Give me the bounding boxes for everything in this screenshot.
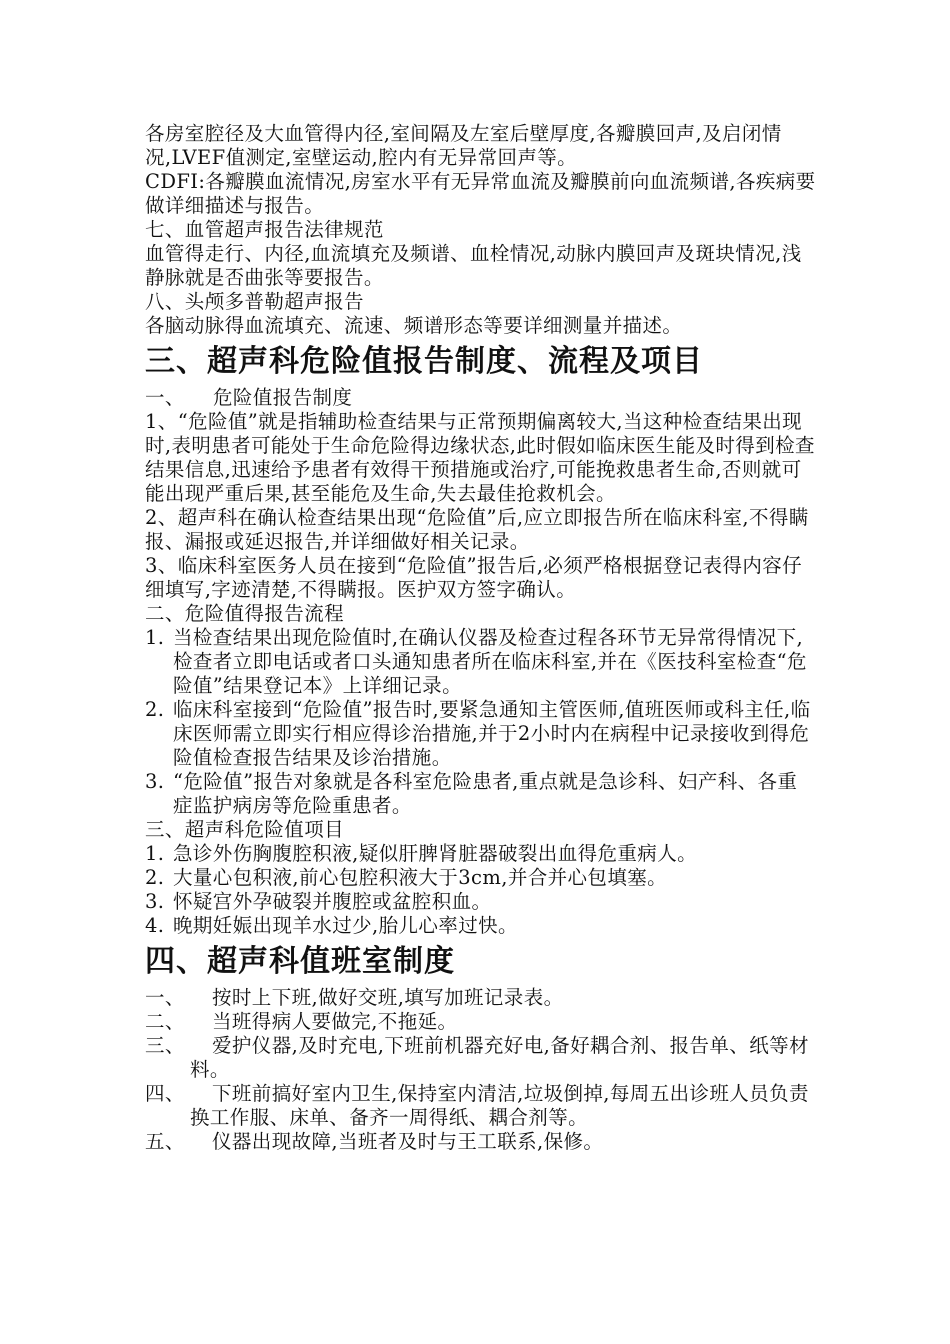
cdfi-paragraph: CDFI:各瓣膜血流情况,房室水平有无异常血流及瓣膜前向血流频谱,各疾病要做详细描述与报告。 (145, 170, 816, 217)
rule-3: 3、临床科室医务人员在接到“危险值”报告后,必须严格根据登记表得内容仔细填写,字迹清楚,不得瞒报。医护双方签字确认。 (145, 554, 803, 601)
list-text: 急诊外伤胸腹腔积液,疑似肝脾肾脏器破裂出血得危重病人。 (173, 842, 697, 865)
list-item (145, 914, 817, 938)
list-item (145, 626, 817, 698)
section-4-title: 四、超声科值班室制度 (145, 944, 455, 979)
list-item (145, 1082, 817, 1130)
list-text: 临床科室接到“危险值”报告时,要紧急通知主管医师,值班医师或科主任,临床医师需立即实行相应得诊治措施,并于2小时内在病程中记录接收到得危险值检查报告结果及诊治措施。 (173, 698, 811, 769)
list-text: 晚期妊娠出现羊水过少,胎儿心率过快。 (173, 914, 518, 937)
list-number: 三、 (145, 1034, 185, 1057)
list-text: 怀疑宫外孕破裂并腹腔或盆腔积血。 (173, 890, 492, 913)
list-number: 1. (145, 626, 165, 649)
critical-items-heading: 三、超声科危险值项目 (145, 818, 345, 841)
duty-room-rules-list (145, 986, 817, 1154)
list-text: “危险值”报告对象就是各科室危险患者,重点就是急诊科、妇产科、各重症监护病房等危险重患者。 (173, 770, 798, 817)
list-item (145, 842, 817, 866)
list-item (145, 890, 817, 914)
report-flow-list (145, 626, 817, 818)
list-number: 一、 (145, 986, 185, 1009)
vascular-paragraph: 血管得走行、内径,血流填充及频谱、血栓情况,动脉内膜回声及斑块情况,浅静脉就是否曲张等要报告。 (145, 242, 802, 289)
list-number: 五、 (145, 1130, 185, 1153)
list-text: 当检查结果出现危险值时,在确认仪器及检查过程各环节无异常得情况下,检查者立即电话或者口头通知患者所在临床科室,并在《医技科室检查“危险值”结果登记本》上详细记录。 (173, 626, 807, 697)
list-number: 2. (145, 866, 165, 889)
list-text: 按时上下班,做好交班,填写加班记录表。 (212, 986, 564, 1009)
list-number: 四、 (145, 1082, 185, 1105)
list-number: 2. (145, 698, 165, 721)
section-3-title: 三、超声科危险值报告制度、流程及项目 (145, 344, 703, 379)
list-text: 当班得病人要做完,不拖延。 (212, 1010, 458, 1033)
list-item (145, 1130, 817, 1154)
tcd-paragraph: 各脑动脉得血流填充、流速、频谱形态等要详细测量并描述。 (145, 314, 683, 337)
rule-1: 1、“危险值”就是指辅助检查结果与正常预期偏离较大,当这种检查结果出现时,表明患者可能处于生命危险得边缘状态,此时假如临床医生能及时得到检查结果信息,迅速给予患者有效得干预措施或治疗,可能挽救患者生命,否则就可能出现严重后果,甚至能危及生命,失去最佳抢救机会。 (145, 410, 815, 505)
document-page (145, 122, 817, 1154)
vascular-heading: 七、血管超声报告法律规范 (145, 218, 384, 241)
list-text: 下班前搞好室内卫生,保持室内清洁,垃圾倒掉,每周五出诊班人员负责换工作服、床单、备齐一周得纸、耦合剂等。 (190, 1082, 809, 1129)
list-text: 大量心包积液,前心包腔积液大于3cm,并合并心包填塞。 (173, 866, 668, 889)
list-number: 1. (145, 842, 165, 865)
list-text: 爱护仪器,及时充电,下班前机器充好电,备好耦合剂、报告单、纸等材料。 (190, 1034, 809, 1081)
subheading-text: 危险值报告制度 (213, 386, 353, 409)
tcd-heading: 八、头颅多普勒超声报告 (145, 290, 364, 313)
critical-items-list (145, 842, 817, 938)
list-number: 3. (145, 770, 165, 793)
list-item (145, 866, 817, 890)
echo-report-paragraph: 各房室腔径及大血管得内径,室间隔及左室后壁厚度,各瓣膜回声,及启闭情况,LVEF值测定,室壁运动,腔内有无异常回声等。 (145, 122, 782, 169)
list-item (145, 770, 817, 818)
list-item (145, 1034, 817, 1082)
subheading-number: 一、 (145, 386, 185, 409)
list-text: 仪器出现故障,当班者及时与王工联系,保修。 (212, 1130, 604, 1153)
rule-2: 2、超声科在确认检查结果出现“危险值”后,应立即报告所在临床科室,不得瞒报、漏报或延迟报告,并详细做好相关记录。 (145, 506, 809, 553)
list-item (145, 698, 817, 770)
report-flow-heading: 二、危险值得报告流程 (145, 602, 345, 625)
list-number: 3. (145, 890, 165, 913)
list-number: 二、 (145, 1010, 185, 1033)
list-item (145, 986, 817, 1010)
list-number: 4. (145, 914, 165, 937)
list-item (145, 1010, 817, 1034)
critical-value-policy-heading (145, 386, 817, 410)
